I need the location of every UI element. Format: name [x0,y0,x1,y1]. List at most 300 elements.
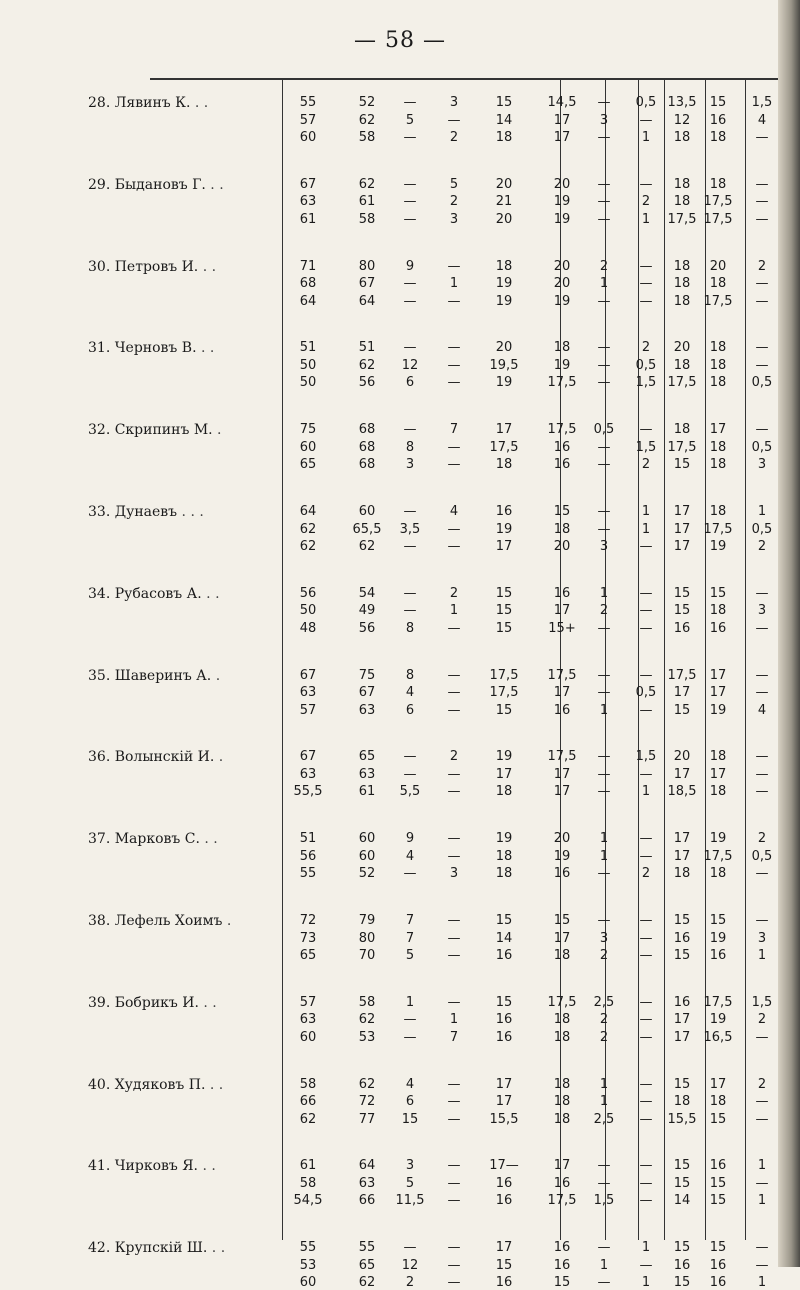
table-cell: 17,5 [667,211,697,227]
table-cell: 15 [553,1275,571,1290]
table-cell: 60 [358,504,376,519]
table-cell: 67 [358,276,376,292]
table-cell: 16 [495,1012,513,1028]
table-cell: — [447,1158,461,1174]
student-name-text: 40. Худяковъ П. [88,1076,206,1093]
table-cell: 20 [553,539,571,554]
table-cell: 64 [358,1158,376,1174]
table-cell: — [403,194,417,210]
table-cell: 15 [673,585,691,601]
table-cell: — [447,293,461,309]
student-name [88,504,278,520]
table-cell: 1 [757,948,767,963]
table-cell: 15 [673,1158,691,1174]
table-cell: 17,5 [703,211,733,227]
table-cell: — [755,784,769,800]
student-name-text: 34. Рубасовъ А. [88,585,202,602]
table-cell: 65 [358,1257,376,1273]
table-cell: 60 [299,1029,317,1045]
table-cell: 0,5 [751,848,773,864]
table-cell: — [597,1275,611,1290]
table-cell: 15 [673,1175,691,1191]
table-cell: 16 [553,1257,571,1273]
table-cell: — [403,176,417,192]
table-cell: 1,5 [751,994,773,1010]
table-cell: 17,5 [667,375,697,391]
table-cell: 19 [553,848,571,864]
table-cell: 8 [405,439,415,455]
table-cell: — [403,340,417,356]
student-name-text: 30. Петровъ И. [88,258,199,275]
table-cell: 7 [405,930,415,946]
table-cell: 18 [553,948,571,963]
student-name-text: 37. Марковъ С. [88,831,200,848]
table-cell: 19 [709,1012,727,1028]
table-cell: 2 [599,1029,609,1045]
table-cell: 18 [673,194,691,210]
student-name [88,586,278,602]
table-cell: — [597,95,611,110]
table-cell: 15 [709,913,727,928]
table-cell: — [755,276,769,292]
table-cell: 15 [401,1111,419,1127]
table-cell: — [597,866,611,882]
table-cell: 7 [449,1029,459,1045]
table-cell: — [447,1111,461,1127]
table-cell: 60 [299,439,317,455]
table-cell: — [639,913,653,928]
table-cell: 4 [405,685,415,701]
table-cell: 17,5 [703,293,733,309]
table-cell: — [755,1094,769,1110]
table-cell: 18 [495,784,513,800]
table-cell: 1 [641,130,651,145]
table-cell: 16 [709,948,727,963]
table-cell: 19 [553,357,571,373]
table-cell: 17,5 [667,667,697,683]
table-cell: — [755,620,769,636]
table-cell: 64 [299,293,317,309]
student-name-text: 35. Шаверинъ А. [88,667,212,684]
table-cell: 18 [709,130,727,145]
table-cell: 14 [495,112,513,128]
table-cell: — [597,667,611,683]
table-cell: 60 [299,130,317,145]
table-cell: 1,5 [635,749,657,765]
table-cell: 19 [495,521,513,537]
table-cell: 1 [641,1275,651,1290]
table-cell: 63 [299,1012,317,1028]
table-cell: 9 [405,258,415,274]
table-cell: 16 [553,1175,571,1191]
table-cell: — [597,176,611,192]
table-cell: 15 [709,1175,727,1191]
table-cell: — [403,1012,417,1028]
table-cell: 17 [709,422,727,438]
table-cell: 14 [673,1193,691,1209]
table-cell: 66 [299,1094,317,1110]
table-cell: 73 [299,930,317,946]
table-cell: 1 [757,504,767,519]
table-cell: — [447,913,461,928]
table-cell: 3 [757,603,767,619]
table-cell: 18 [553,340,571,356]
leader-dots: . . . [177,504,204,520]
table-cell: 50 [299,603,317,619]
table-cell: — [639,1111,653,1127]
table-cell: 18 [673,1094,691,1110]
table-cell: 17 [673,521,691,537]
table-cell: 17,5 [547,1193,577,1209]
table-cell: — [597,1240,611,1256]
table-cell: 55,5 [293,784,323,800]
table-cell: 53 [299,1257,317,1273]
table-cell: 15 [709,95,727,110]
table-cell: 18 [673,276,691,292]
table-cell: 2 [449,194,459,210]
table-cell: 15+ [548,620,576,636]
table-cell: 3 [757,457,767,473]
table-cell: 2,5 [593,1111,615,1127]
table-cell: 64 [358,293,376,309]
table-cell: 20 [553,258,571,274]
table-cell: — [447,1275,461,1290]
table-cell: 19,5 [489,357,519,373]
table-cell: 17,5 [547,375,577,391]
leader-dots: . [222,913,232,929]
table-cell: 1 [599,1094,609,1110]
table-cell: 15 [495,994,513,1010]
student-name [88,1158,278,1174]
table-cell: — [597,784,611,800]
table-cell: 63 [358,766,376,782]
table-cell: — [597,340,611,356]
table-cell: 16 [495,948,513,963]
table-cell: — [597,194,611,210]
table-cell: 19 [709,831,727,847]
table-cell: 62 [358,539,376,554]
table-cell: 17,5 [703,848,733,864]
table-cell: 2 [641,340,651,356]
table-cell: — [639,1257,653,1273]
table-cell: 1 [599,702,609,718]
table-cell: 16 [709,1158,727,1174]
table-cell: — [447,667,461,683]
table-cell: 1 [449,603,459,619]
table-cell: 3 [449,95,459,110]
table-cell: 17 [495,1076,513,1092]
table-cell: 77 [358,1111,376,1127]
table-cell: 16,5 [703,1029,733,1045]
table-cell: 15 [673,948,691,963]
table-cell: 15 [553,913,571,928]
table-cell: 3 [405,457,415,473]
table-cell: 51 [299,831,317,847]
table-cell: 2 [641,866,651,882]
table-cell: 19 [709,930,727,946]
student-name-text: 41. Чирковъ Я. [88,1158,199,1175]
table-cell: 1 [641,784,651,800]
table-cell: 19 [553,194,571,210]
page-number: — 58 — [354,28,446,53]
table-cell: 2 [641,194,651,210]
table-cell: 18 [495,848,513,864]
table-cell: 0,5 [751,375,773,391]
table-cell: 72 [299,913,317,928]
table-cell: — [755,749,769,765]
table-cell: — [447,457,461,473]
table-cell: 8 [405,667,415,683]
table-cell: — [639,276,653,292]
table-cell: 16 [709,1257,727,1273]
table-cell: 57 [299,702,317,718]
table-cell: 19 [495,375,513,391]
table-cell: 18 [673,176,691,192]
table-cell: 0,5 [635,357,657,373]
table-cell: 2 [641,457,651,473]
table-cell: — [639,930,653,946]
table-cell: 15 [673,1076,691,1092]
table-cell: — [755,913,769,928]
table-cell: — [755,293,769,309]
table-cell: — [447,258,461,274]
table-cell: 20 [495,176,513,192]
table-cell: 18 [673,357,691,373]
table-cell: 53 [358,1029,376,1045]
table-cell: — [639,1012,653,1028]
table-cell: 3 [599,112,609,128]
table-cell: 17 [553,603,571,619]
table-cell: 2 [599,603,609,619]
student-name [88,259,278,275]
table-cell: 16 [495,1175,513,1191]
table-cell: — [447,439,461,455]
table-cell: 75 [299,422,317,438]
table-cell: 11,5 [395,1193,425,1209]
table-cell: 16 [709,112,727,128]
table-cell: 18 [709,504,727,519]
column-rule [605,80,606,1240]
table-cell: 21 [495,194,513,210]
table-cell: 15,5 [667,1111,697,1127]
table-cell: 17 [709,667,727,683]
table-cell: 79 [358,913,376,928]
table-cell: — [447,994,461,1010]
table-cell: 51 [358,340,376,356]
table-cell: — [755,766,769,782]
table-cell: 3 [449,211,459,227]
table-cell: 17 [673,685,691,701]
table-cell: 16 [553,702,571,718]
table-cell: 67 [299,667,317,683]
table-cell: 60 [358,848,376,864]
table-cell: 18 [709,276,727,292]
table-cell: — [755,194,769,210]
table-cell: 71 [299,258,317,274]
table-cell: — [403,276,417,292]
student-name-text: 29. Быдановъ Г. [88,176,206,193]
table-cell: 55 [299,866,317,882]
table-cell: — [639,848,653,864]
table-cell: — [755,685,769,701]
table-cell: 15 [495,1257,513,1273]
table-cell: 18 [709,749,727,765]
column-rule [745,80,746,1240]
table-cell: 17,5 [489,685,519,701]
table-cell: 0,5 [635,685,657,701]
student-name [88,422,278,438]
table-cell: — [639,176,653,192]
table-cell: — [639,1175,653,1191]
table-cell: 57 [299,112,317,128]
table-cell: — [755,130,769,145]
student-name-text: 28. Лявинъ К. [88,95,191,111]
table-cell: 56 [358,375,376,391]
table-cell: 50 [299,357,317,373]
table-cell: — [755,422,769,438]
table-cell: — [639,994,653,1010]
table-cell: 61 [299,211,317,227]
table-top-rule [150,78,790,80]
table-cell: 58 [358,130,376,145]
table-cell: 62 [299,539,317,554]
table-cell: 2 [757,539,767,554]
table-cell: 18 [709,340,727,356]
table-cell: — [447,1094,461,1110]
table-cell: 16 [553,585,571,601]
table-cell: 18 [709,1094,727,1110]
table-cell: 17 [709,685,727,701]
column-rule [664,80,665,1240]
table-cell: — [639,1193,653,1209]
table-cell: 66 [358,1193,376,1209]
table-cell: — [755,866,769,882]
table-cell: — [403,766,417,782]
table-cell: 61 [299,1158,317,1174]
table-cell: — [597,130,611,145]
table-cell: 16 [673,620,691,636]
table-cell: 56 [299,585,317,601]
table-cell: 3 [599,539,609,554]
table-cell: 1,5 [593,1193,615,1209]
table-cell: 17 [553,784,571,800]
table-cell: — [639,1094,653,1110]
table-cell: — [447,112,461,128]
table-cell: 65 [299,457,317,473]
table-cell: 63 [299,194,317,210]
table-cell: — [447,357,461,373]
table-cell: — [755,1175,769,1191]
table-cell: — [597,749,611,765]
table-cell: — [403,603,417,619]
table-cell: 16 [495,1193,513,1209]
table-cell: 80 [358,930,376,946]
table-cell: 58 [299,1175,317,1191]
table-cell: 20 [553,176,571,192]
table-cell: 4 [757,702,767,718]
table-cell: 3 [599,930,609,946]
student-name-text: 36. Волынскій И. [88,749,215,766]
table-cell: 18 [709,439,727,455]
table-cell: — [755,1029,769,1045]
table-cell: 57 [299,994,317,1010]
table-cell: 5 [405,948,415,963]
table-cell: 17 [673,848,691,864]
table-cell: — [597,504,611,519]
table-cell: 18 [673,293,691,309]
leader-dots: . . [201,585,220,602]
table-cell: 17,5 [489,667,519,683]
table-cell: — [447,521,461,537]
student-name-text: 32. Скрипинъ М. [88,422,213,439]
table-cell: 65 [299,948,317,963]
table-cell: — [447,848,461,864]
table-cell: 52 [358,866,376,882]
table-cell: 1 [449,276,459,292]
table-cell: 19 [495,293,513,309]
leader-dots: . . [198,1158,216,1175]
table-cell: 18,5 [667,784,697,800]
leader-dots: . . [199,831,218,848]
table-cell: 16 [673,994,691,1010]
leader-dots: . [211,667,221,684]
table-cell: 63 [358,1175,376,1191]
table-cell: 1 [757,1193,767,1209]
table-cell: — [403,1240,417,1256]
student-name-text: 33. Дунаевъ [88,504,178,520]
table-cell: 16 [495,1275,513,1290]
table-cell: 3 [449,866,459,882]
table-cell: 17 [673,504,691,519]
table-cell: 18 [495,258,513,274]
leader-dots: . [212,422,222,439]
table-cell: 15 [709,1111,727,1127]
table-cell: — [755,211,769,227]
table-cell: 16 [709,1275,727,1290]
table-cell: 1 [599,831,609,847]
table-cell: 6 [405,702,415,718]
table-cell: 12 [401,1257,419,1273]
table-cell: 16 [553,866,571,882]
table-cell: 2 [599,1012,609,1028]
table-cell: 1 [757,1158,767,1174]
table-cell: 19 [495,831,513,847]
table-cell: — [597,521,611,537]
table-cell: — [597,1175,611,1191]
column-rule [638,80,639,1240]
table-cell: 19 [709,539,727,554]
table-cell: 1 [405,994,415,1010]
table-cell: 2 [599,258,609,274]
table-cell: 63 [358,702,376,718]
table-cell: 61 [358,194,376,210]
table-cell: 18 [673,130,691,145]
table-cell: 67 [358,685,376,701]
table-cell: 4 [449,504,459,519]
table-cell: 18 [709,357,727,373]
table-cell: — [639,539,653,554]
table-cell: 62 [358,1012,376,1028]
student-name [88,340,278,356]
column-rule [705,80,706,1240]
table-cell: 18 [709,176,727,192]
table-cell: 55 [358,1240,376,1256]
student-name [88,177,278,193]
table-cell: — [447,685,461,701]
table-cell: 2 [757,258,767,274]
student-name-text: 39. Бобрикъ И. [88,994,199,1011]
table-cell: 17— [489,1158,519,1174]
